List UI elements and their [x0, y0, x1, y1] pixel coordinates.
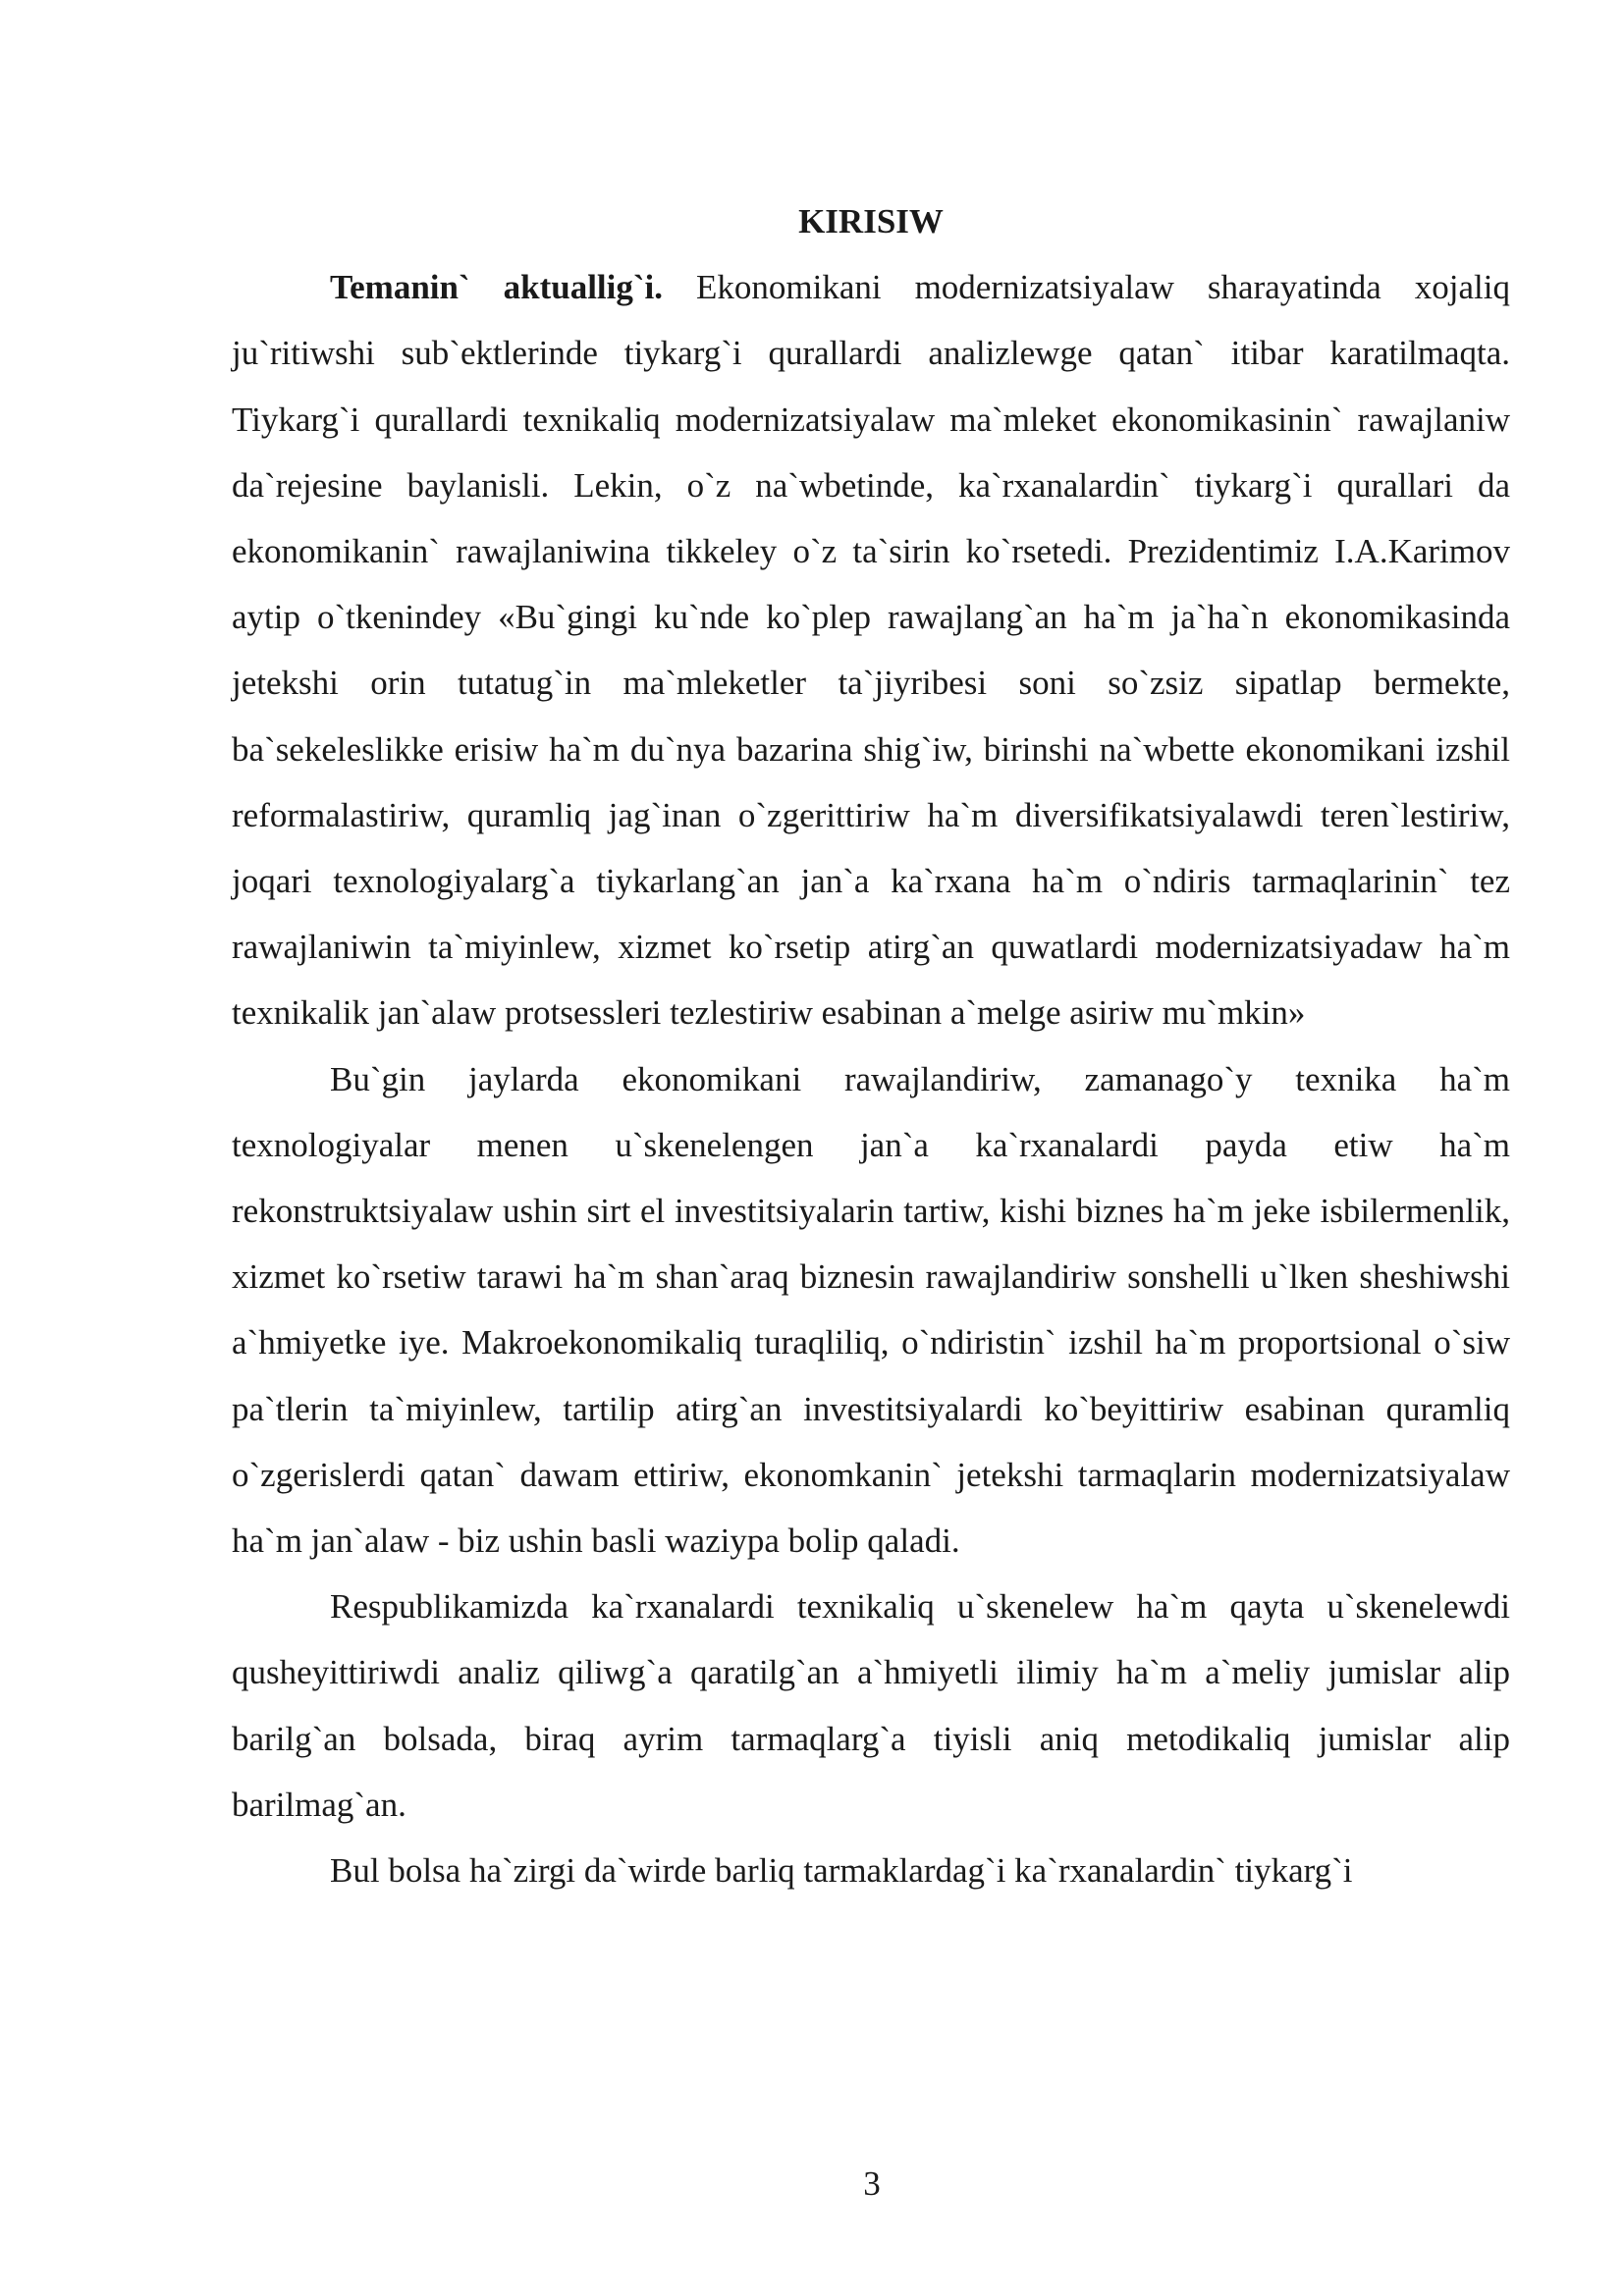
- paragraph-lead: Temanin` aktuallig`i.: [330, 268, 664, 307]
- section-heading: KIRISIW: [798, 202, 944, 240]
- body-text: [232, 188, 1510, 1903]
- paragraph-4: Bul bolsa ha`zirgi da`wirde barliq tarmaklardag`i ka`rxanalardin` tiykarg`i: [330, 1851, 1353, 1891]
- paragraph-1: [232, 254, 1510, 1045]
- page-number: 3: [863, 2164, 881, 2203]
- paragraph-3: Respublikamizda ka`rxanalardi texnikaliq u`skenelew ha`m qayta u`skenelewdi qusheyittiriwdi analiz qiliwg`a qaratilg`an a`hmiyetli ilimiy ha`m a`meliy jumislar alip barilg`an bolsada, biraq ayrim tarmaqlarg`a tiyisli aniq metodikaliq jumislar alip barilmag`an.: [232, 1587, 1510, 1824]
- paragraph-2: Bu`gin jaylarda ekonomikani rawajlandiriw, zamanago`y texnika ha`m texnologiyalar menen u`skenelengen jan`a ka`rxanalardi payda etiw ha`m rekonstruktsiyalaw ushin sirt el investitsiyalarin tartiw, kishi biznes ha`m jeke isbilermenlik, xizmet ko`rsetiw tarawi ha`m shan`araq biznesin rawajlandiriw sonshelli u`lken sheshiwshi a`hmiyetke iye. Makroekonomikaliq turaqliliq, o`ndiristin` izshil ha`m proportsional o`siw pa`tlerin ta`miyinlew, tartilip atirg`an investitsiyalardi ko`beyittiriw esabinan quramliq o`zgerislerdi qatan` dawam ettiriw, ekonomkanin` jetekshi tarmaqlarin modernizatsiyalaw ha`m jan`alaw - biz ushin basli waziypa bolip qaladi.: [232, 1059, 1510, 1561]
- paragraph-text: Ekonomikani modernizatsiyalaw sharayatinda xojaliq ju`ritiwshi sub`ektlerinde tiykarg`i qurallardi analizlewge qatan` itibar karatilmaqta. Tiykarg`i qurallardi texnikaliq modernizatsiyalaw ma`mleket ekonomikasinin` rawajlaniw da`rejesine baylanisli. Lekin, o`z na`wbetinde, ka`rxanalardin` tiykarg`i qurallari da ekonomikanin` rawajlaniwina tikkeley o`z ta`sirin ko`rsetedi. Prezidentimiz I.A.Karimov aytip o`tkenindey «Bu`gingi ku`nde ko`plep rawajlang`an ha`m ja`ha`n ekonomikasinda jetekshi orin tutatug`in ma`mleketler ta`jiyribesi soni so`zsiz sipatlap bermekte, ba`sekeleslikke erisiw ha`m du`nya bazarina shig`iw, birinshi na`wbette ekonomikani izshil reformalastiriw, quramliq jag`inan o`zgerittiriw ha`m diversifikatsiyalawdi teren`lestiriw, joqari texnologiyalarg`a tiykarlang`an jan`a ka`rxana ha`m o`ndiris tarmaqlarinin` tez rawajlaniwin ta`miyinlew, xizmet ko`rsetip atirg`an quwatlardi modernizatsiyadaw ha`m texnikalik jan`alaw protsessleri tezlestiriw esabinan a`melge asiriw mu`mkin»: [232, 268, 1510, 1033]
